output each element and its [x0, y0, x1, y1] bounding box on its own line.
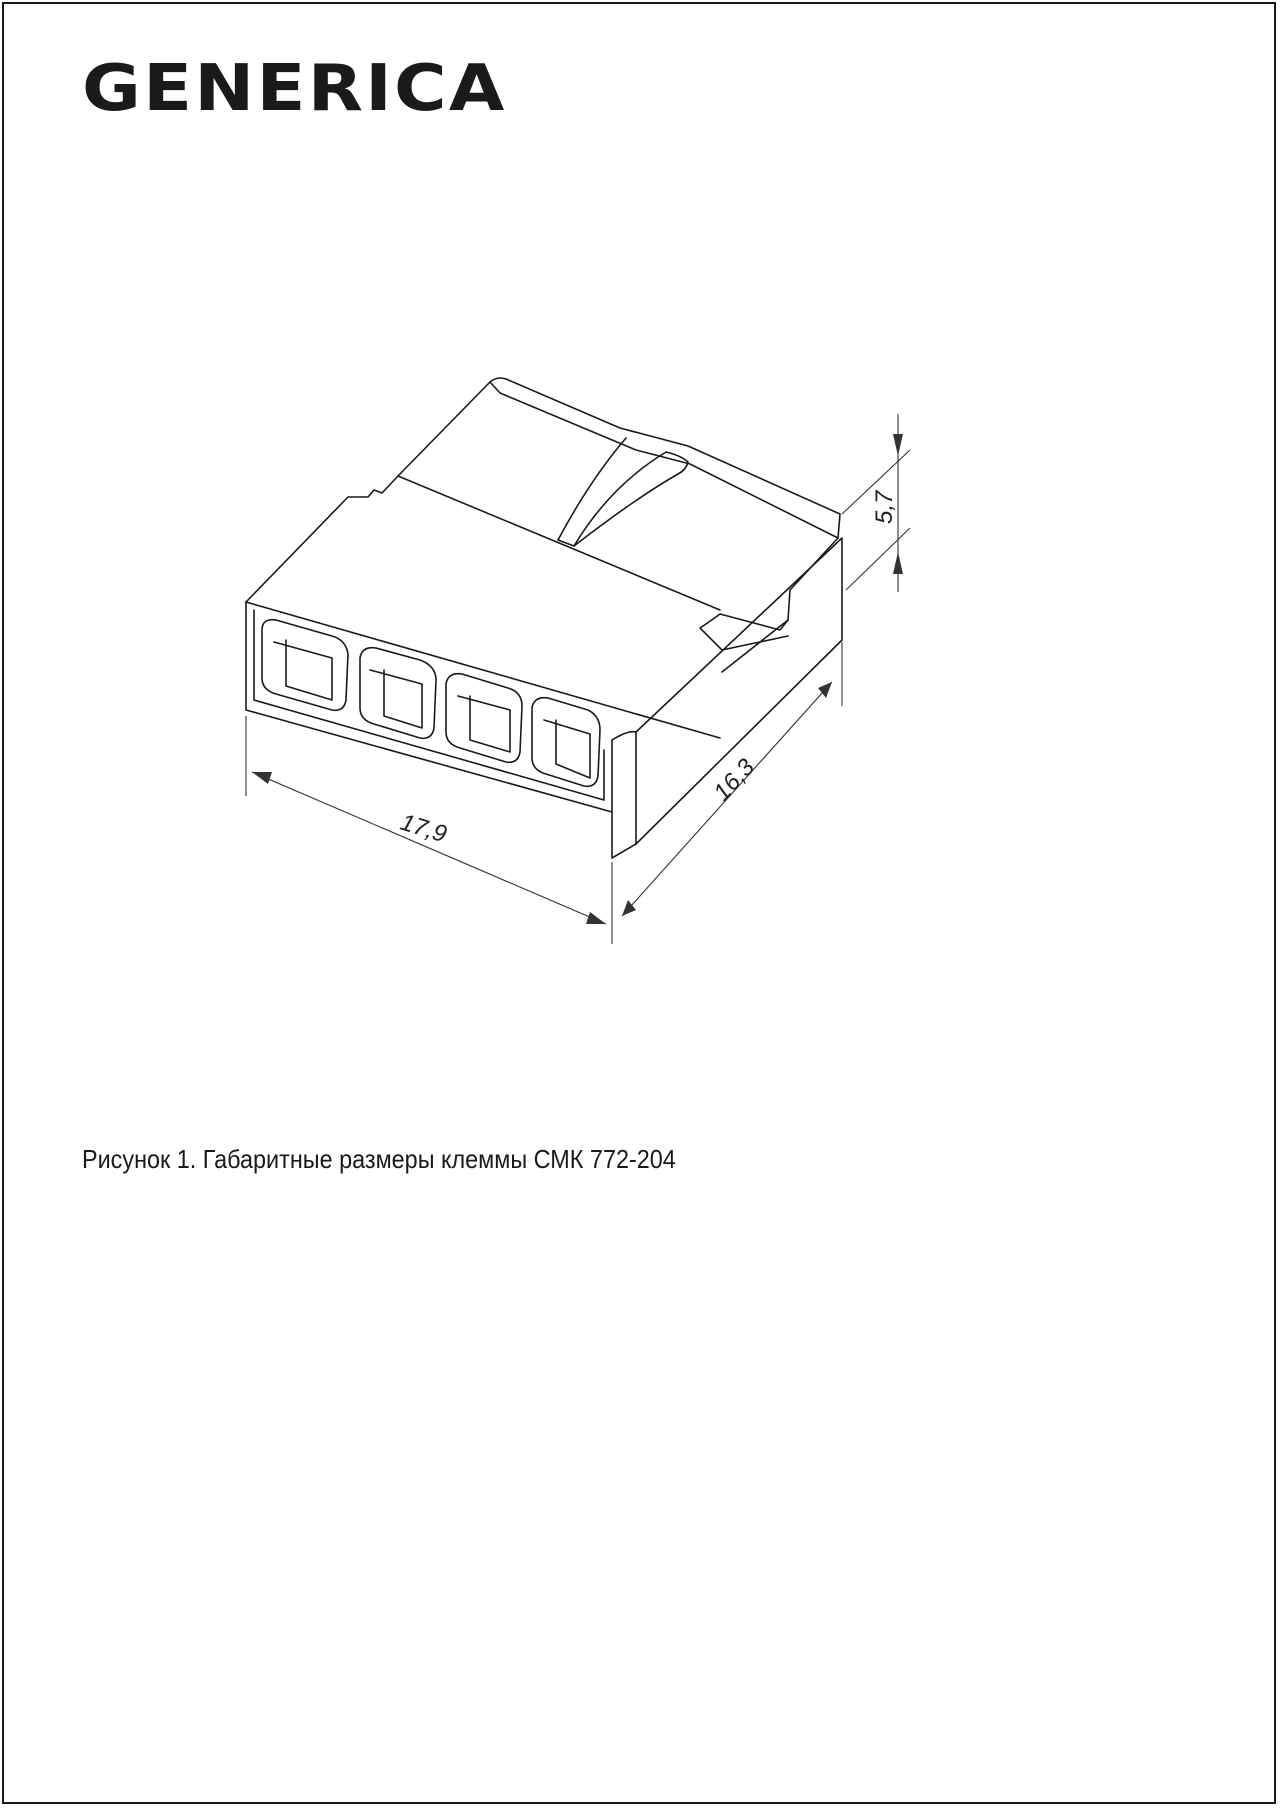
wire-port-3-inner	[458, 696, 510, 752]
height-arrow-top	[893, 434, 903, 456]
side-latch	[700, 614, 788, 650]
width-arrow-right	[586, 912, 606, 924]
front-face-corner	[612, 732, 636, 858]
width-dimension-label: 17,9	[397, 808, 450, 849]
wire-port-1	[262, 620, 348, 711]
brand-logo: GENERICA	[82, 52, 507, 126]
wire-port-2-inner	[370, 670, 422, 728]
top-face-rear-step	[490, 382, 838, 538]
height-dimension-label: 5,7	[871, 490, 898, 524]
front-face-inner	[254, 610, 604, 800]
depth-dimension-label: 16,3	[708, 753, 761, 807]
height-extension-bottom	[846, 528, 910, 590]
front-face	[246, 602, 612, 812]
wire-port-4-inner	[544, 720, 590, 778]
figure-caption: Рисунок 1. Габаритные размеры клеммы СМК 772-204	[82, 1144, 676, 1174]
right-face	[636, 538, 842, 844]
height-arrow-bottom	[893, 552, 903, 574]
latch-ridge	[558, 438, 688, 546]
top-step-line	[398, 476, 720, 610]
wire-port-1-inner	[274, 640, 332, 700]
width-arrow-left	[252, 772, 272, 784]
wire-port-2	[360, 648, 436, 739]
